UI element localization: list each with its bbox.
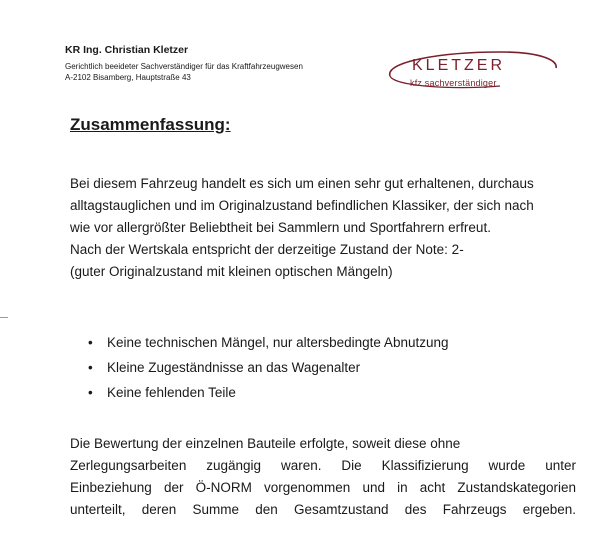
evaluation-line: unterteilt, deren Summe den Gesamtzustand des Fahrzeugs ergeben. [70,502,576,517]
evaluation-line: Einbeziehung der Ö-NORM vorgenommen und in acht Zustandskategorien [70,480,576,495]
logo-wordmark: KLETZER [412,57,506,74]
summary-line: Bei diesem Fahrzeug handelt es sich um einen sehr gut erhaltenen, durchaus [70,176,534,191]
summary-line: alltagstauglichen und im Originalzustand befindlichen Klassiker, der sich nach [70,198,534,213]
expert-name: KR Ing. Christian Kletzer [65,44,189,56]
summary-line: wie vor allergrößter Beliebtheit bei Sammlern und Sportfahrern erfreut. [70,220,491,235]
letterhead [65,44,303,83]
expert-title: Gerichtlich beeideter Sachverständiger für das Kraftfahrzeugwesen [65,62,303,71]
evaluation-line: Die Bewertung der einzelnen Bauteile erfolgte, soweit diese ohne [70,436,461,451]
summary-paragraph [70,173,600,283]
list-item: • Keine technischen Mängel, nur altersbedingte Abnutzung [88,330,449,355]
summary-line: (guter Originalzustand mit kleinen optischen Mängeln) [70,264,393,279]
expert-address: A-2102 Bisamberg, Hauptstraße 43 [65,73,191,82]
logo-tagline: kfz sachverständiger [410,78,497,88]
summary-line: Nach der Wertskala entspricht der derzeitige Zustand der Note: 2- [70,242,464,257]
list-item: • Keine fehlenden Teile [88,380,449,405]
list-item: • Kleine Zugeständnisse an das Wagenalter [88,355,449,380]
section-heading: Zusammenfassung: [70,115,231,134]
evaluation-paragraph [70,433,576,521]
evaluation-line: Zerlegungsarbeiten zugängig waren. Die Klassifizierung wurde unter [70,458,576,473]
margin-mark [0,317,8,318]
findings-list [88,330,449,405]
company-logo [380,48,560,98]
